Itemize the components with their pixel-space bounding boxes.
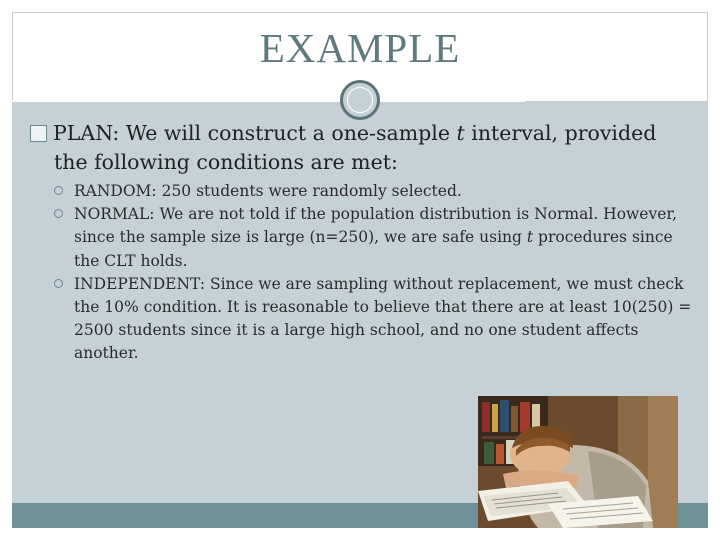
list-item-text-pre: NORMAL: We are not told if the population distribution is Normal. However, since the sample size is large (n=250), we are safe using [74,205,678,247]
title-divider-left [12,100,342,102]
circle-bullet-icon [54,186,63,195]
list-item-text: INDEPENDENT: Since we are sampling without replacement, we must check the 10% condition. It is reasonable to believe that there are at least 10(250) = 2500 students since it is a large high school, and no one student affects another. [74,274,692,363]
circle-bullet-icon [54,209,63,218]
main-bullet-line2: the following conditions are met: [54,150,398,174]
list-item-random [54,180,694,203]
slide-title: EXAMPLE [259,25,461,71]
student-asleep-on-books-photo [478,396,678,528]
list-item-text-post: procedures since the CLT holds. [74,228,673,270]
main-bullet [30,119,690,177]
main-bullet-t: t [456,121,465,145]
list-item-t: t [526,228,534,247]
conditions-list [54,180,694,366]
list-item-normal [54,203,694,273]
circle-bullet-icon [54,279,63,288]
main-bullet-text-pre: PLAN: We will construct a one-sample [53,121,457,145]
circle-ornament-icon [340,80,380,120]
square-bullet-icon [30,125,47,142]
main-bullet-text-post: interval, provided [464,121,657,145]
list-item-text: RANDOM: 250 students were randomly selected. [74,182,462,200]
title-divider-right [380,100,525,102]
list-item-independent [54,273,694,366]
